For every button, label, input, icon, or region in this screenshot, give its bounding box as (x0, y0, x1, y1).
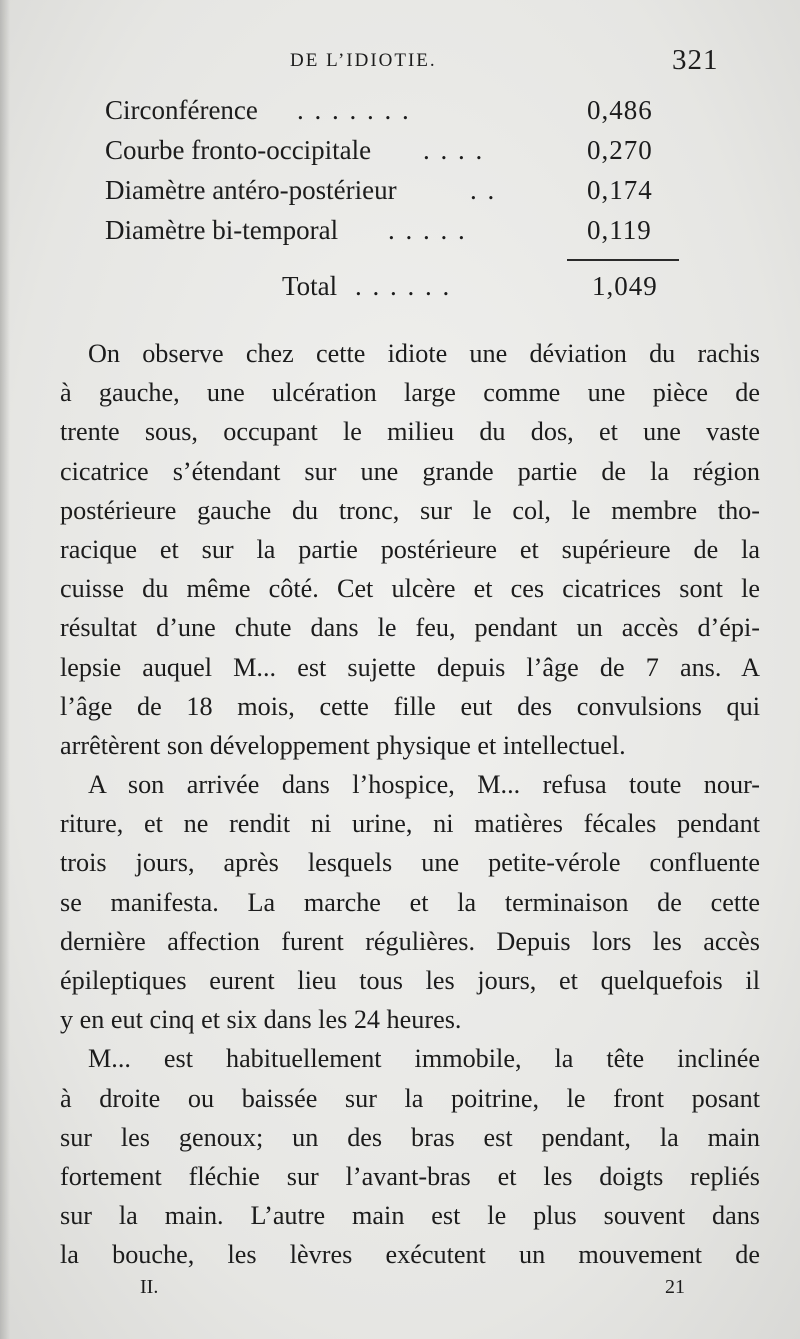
measurement-value: 0,486 (587, 95, 653, 125)
leader-dots: . . . . . . (355, 271, 452, 301)
text-line: On observe chez cette idiote une déviation du rachis (88, 339, 760, 368)
volume-signature: II. (140, 1276, 159, 1298)
measurement-label: Circonférence (105, 95, 258, 125)
text-line: A son arrivée dans l’hospice, M... refusa toute nour- (88, 770, 760, 800)
text-line: fortement fléchie sur l’avant-bras et les doigts repliés (60, 1161, 760, 1191)
measurement-label: Diamètre antéro-postérieur (105, 175, 397, 205)
paragraph (60, 1039, 760, 1274)
leader-dots: . . . . . . . (297, 95, 411, 125)
text-line: cuisse du même côté. Cet ulcère et ces cicatrices sont le (60, 574, 760, 604)
running-head (0, 44, 800, 80)
measurement-value: 0,174 (587, 175, 653, 205)
text-line: à droite ou baissée sur la poitrine, le front posant (60, 1083, 760, 1113)
text-line: sur la main. L’autre main est le plus souvent dans (60, 1201, 760, 1231)
total-value: 1,049 (592, 271, 658, 301)
measurement-row (105, 130, 685, 170)
text-line: riture, et ne rendit ni urine, ni matières fécales pendant (60, 809, 760, 839)
text-line: M... est habituellement immobile, la tête inclinée (88, 1044, 760, 1074)
text-line: y en eut cinq et six dans les 24 heures. (60, 1005, 462, 1035)
text-line: trois jours, après lesquels une petite-vérole confluente (60, 848, 760, 878)
text-line: se manifesta. La marche et la terminaison de cette (60, 887, 760, 917)
measurement-value: 0,270 (587, 135, 653, 165)
text-line: à gauche, une ulcération large comme une pièce de (60, 378, 760, 408)
paragraph (60, 334, 760, 765)
page-footer (0, 1276, 800, 1306)
text-line: la bouche, les lèvres exécutent un mouvement de (60, 1240, 760, 1270)
sheet-signature: 21 (665, 1276, 685, 1298)
page-gutter-shadow (0, 0, 10, 1339)
body-text (60, 334, 760, 1275)
text-line: sur les genoux; un des bras est pendant, la main (60, 1122, 760, 1152)
total-label: Total (282, 271, 338, 301)
total-row (105, 266, 685, 306)
text-line: épileptiques eurent lieu tous les jours, et quelquefois il (60, 966, 760, 995)
sum-rule (567, 259, 679, 261)
page-number: 321 (672, 44, 719, 76)
text-line: cicatrice s’étendant sur une grande partie de la région (60, 456, 760, 486)
text-line: racique et sur la partie postérieure et supérieure de la (60, 534, 760, 564)
leader-dots: . . . . (423, 135, 485, 165)
measurement-table (105, 90, 685, 250)
running-title: DE L’IDIOTIE. (290, 50, 437, 71)
measurement-row (105, 90, 685, 130)
leader-dots: . . (470, 175, 497, 205)
measurement-row (105, 210, 685, 250)
leader-dots: . . . . . (388, 215, 467, 245)
text-line: postérieure gauche du tronc, sur le col, le membre tho- (60, 495, 760, 525)
text-line: l’âge de 18 mois, cette fille eut des convulsions qui (60, 691, 760, 721)
measurement-value: 0,119 (587, 215, 652, 245)
text-line: trente sous, occupant le milieu du dos, et une vaste (60, 417, 760, 447)
text-line: résultat d’une chute dans le feu, pendant un accès d’épi- (60, 613, 760, 643)
text-line: lepsie auquel M... est sujette depuis l’âge de 7 ans. A (60, 652, 760, 682)
measurement-label: Diamètre bi-temporal (105, 215, 339, 245)
measurement-label: Courbe fronto-occipitale (105, 135, 372, 165)
text-line: arrêtèrent son développement physique et intellectuel. (60, 730, 626, 760)
paragraph (60, 765, 760, 1039)
text-line: dernière affection furent régulières. Depuis lors les accès (60, 926, 760, 956)
measurement-row (105, 170, 685, 210)
